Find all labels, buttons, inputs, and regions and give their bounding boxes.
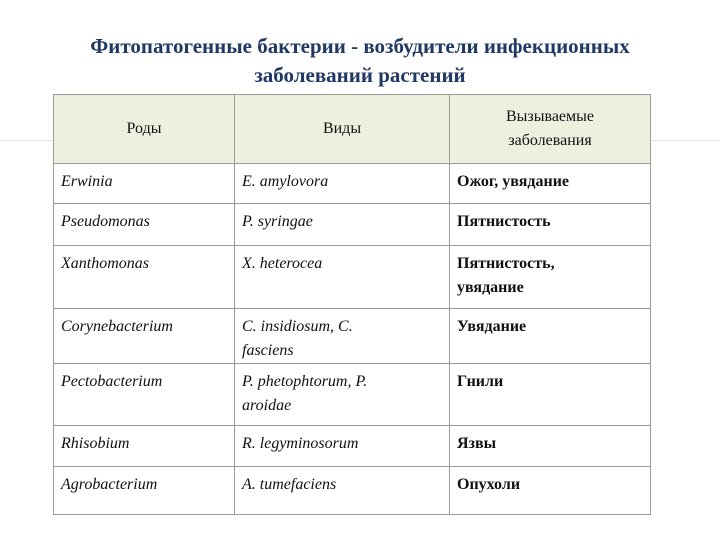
header-disease-label: Вызываемые заболевания — [505, 108, 594, 149]
disease-cell: Пятнистость — [450, 204, 651, 246]
table-row — [54, 426, 651, 467]
genus-cell: Agrobacterium — [54, 467, 235, 515]
page-title — [0, 32, 720, 90]
species-cell: R. legyminosorum — [235, 426, 450, 467]
species-cell: P. syringae — [235, 204, 450, 246]
disease-cell: Опухоли — [450, 467, 651, 515]
disease-cell: Увядание — [450, 309, 651, 364]
table-row — [54, 364, 651, 426]
header-genus: Роды — [54, 95, 235, 164]
genus-cell: Rhisobium — [54, 426, 235, 467]
disease-cell: Язвы — [450, 426, 651, 467]
species-text: P. phetophtorum, P. aroidae — [242, 373, 368, 414]
genus-cell: Pectobacterium — [54, 364, 235, 426]
title-line-1: Фитопатогенные бактерии - возбудители инфекционных — [90, 34, 630, 58]
table-row — [54, 204, 651, 246]
genus-cell: Xanthomonas — [54, 246, 235, 309]
disease-text: Пятнистость, увядание — [457, 255, 555, 296]
disease-cell: Ожог, увядание — [450, 164, 651, 204]
genus-cell: Erwinia — [54, 164, 235, 204]
table-row — [54, 164, 651, 204]
genus-cell: Corynebacterium — [54, 309, 235, 364]
table-row — [54, 467, 651, 515]
header-disease — [450, 95, 651, 164]
disease-cell: Гнили — [450, 364, 651, 426]
table-row — [54, 246, 651, 309]
species-cell: E. amylovora — [235, 164, 450, 204]
table-header-row — [54, 95, 651, 164]
title-line-2: заболеваний растений — [254, 63, 466, 87]
table-row — [54, 309, 651, 364]
species-cell: X. heterocea — [235, 246, 450, 309]
species-cell — [235, 309, 450, 364]
disease-cell — [450, 246, 651, 309]
genus-cell: Pseudomonas — [54, 204, 235, 246]
bacteria-table — [53, 94, 651, 515]
species-cell: A. tumefaciens — [235, 467, 450, 515]
species-text: C. insidiosum, C. fasciens — [242, 318, 353, 359]
species-cell — [235, 364, 450, 426]
header-species: Виды — [235, 95, 450, 164]
